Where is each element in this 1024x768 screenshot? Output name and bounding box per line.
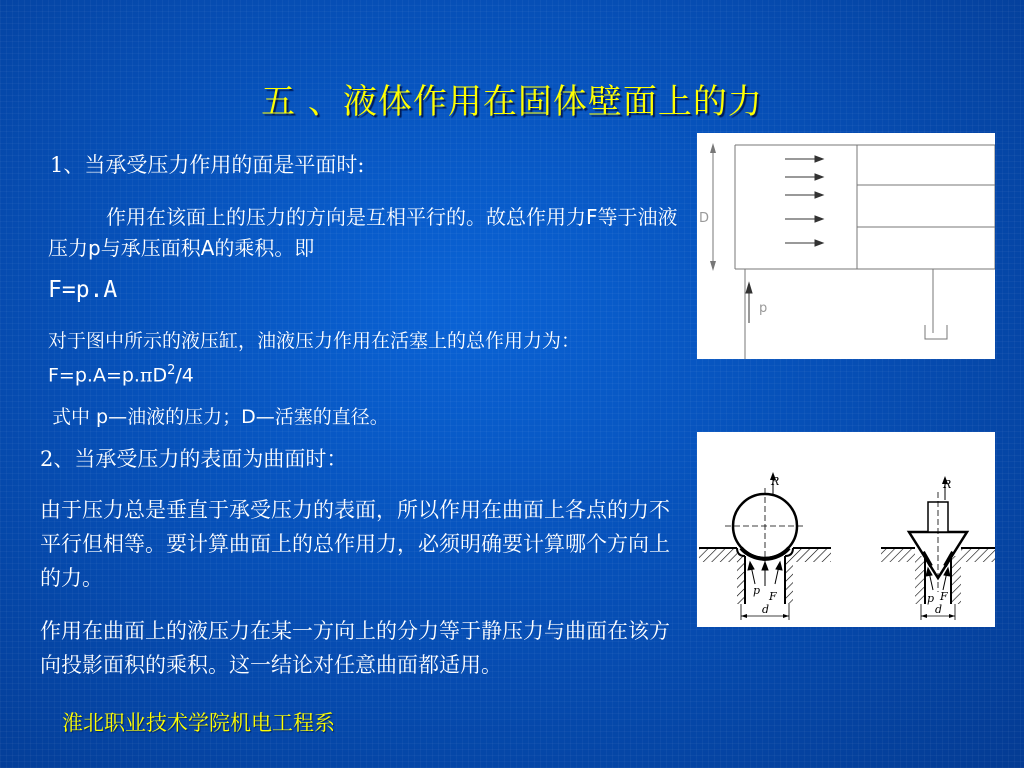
ball-valve-diagram xyxy=(699,472,831,620)
section1-paragraph-text: 作用在该面上的压力的方向是互相平行的。故总作用力F等于油液压力p与承压面积A的乘积。即 xyxy=(48,205,678,260)
cylinder-force-suffix: /4 xyxy=(175,364,194,387)
variable-definition: 式中 p—油液的压力；D—活塞的直径。 xyxy=(52,406,389,428)
cone-valve-diagram xyxy=(881,476,995,620)
section2-paragraph1: 由于压力总是垂直于承受压力的表面，所以作用在曲面上各点的力不平行但相等。要计算曲面上的总作用力，必须明确要计算哪个方向上的力。 xyxy=(40,498,670,590)
footer-institution: 淮北职业技术学院机电工程系 xyxy=(62,711,335,735)
left-label-f: F xyxy=(769,590,777,603)
diameter-symbol: D xyxy=(152,364,168,387)
curved-surface-figure xyxy=(697,432,995,627)
section2-heading: 2、当承受压力的表面为曲面时： xyxy=(40,447,348,471)
slide-title: 五 、液体作用在固体壁面上的力 xyxy=(261,82,763,122)
formula-f-pa: F=p.A xyxy=(48,277,118,303)
section1-paragraph xyxy=(48,202,680,264)
square-exponent: 2 xyxy=(167,363,176,378)
label-pressure: p xyxy=(759,301,768,316)
right-label-f: F xyxy=(940,590,948,603)
section2-paragraph2: 作用在曲面上的液压力在某一方向上的分力等于静压力与曲面在该方向投影面积的乘积。这一结论对任意曲面都适用。 xyxy=(40,619,670,677)
left-label-r: R xyxy=(771,475,780,488)
right-label-d: d xyxy=(935,603,943,616)
left-label-d: d xyxy=(762,603,770,616)
cylinder-force-prefix: 对于图中所示的液压缸，油液压力作用在活塞上的总作用力为：F=p.A=p. xyxy=(48,330,581,387)
label-diameter: D xyxy=(699,211,710,226)
right-label-r: R xyxy=(943,478,952,491)
left-label-p: p xyxy=(753,584,761,597)
section1-heading: 1、当承受压力作用的面是平面时: xyxy=(50,153,365,177)
pi-symbol: π xyxy=(139,364,153,387)
cylinder-force-text xyxy=(48,326,680,390)
right-label-p: p xyxy=(927,592,935,605)
hydraulic-cylinder-figure xyxy=(697,133,995,359)
